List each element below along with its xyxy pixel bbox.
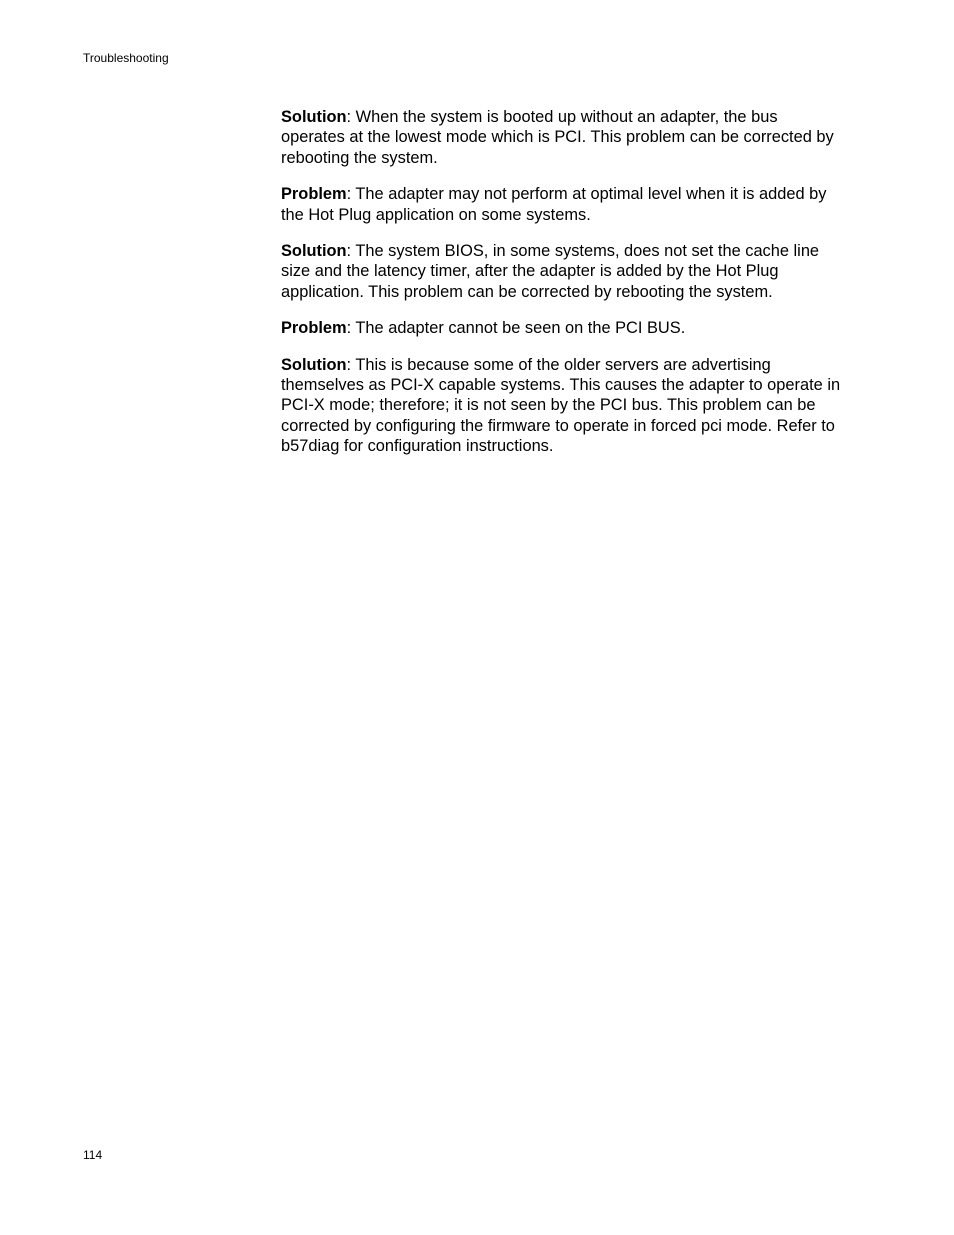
page-number: 114 [83,1148,103,1162]
paragraph-label: Solution [281,355,347,374]
paragraph-text: : The adapter may not perform at optimal level when it is added by the Hot Plug application on some systems. [281,185,827,224]
paragraph-text: : When the system is booted up without an adapter, the bus operates at the lowest mode which is PCI. This problem can be corrected by rebooting the system. [281,108,834,167]
problem-paragraph [281,318,845,338]
solution-paragraph [281,241,845,302]
paragraph-label: Solution [281,108,347,126]
paragraph-label: Solution [281,242,347,261]
solution-paragraph [281,355,845,457]
paragraph-text: : This is because some of the older servers are advertising themselves as PCI-X capable systems. This causes the adapter to operate in PCI-X mode; therefore; it is not seen by the PCI bus. This problem can be corrected by configuring the firmware to operate in forced pci mode. Refer to b57diag for configuration instructions. [281,355,841,456]
paragraph-label: Problem [281,185,347,204]
problem-paragraph [281,184,845,225]
paragraph-text: : The system BIOS, in some systems, does not set the cache line size and the latency timer, after the adapter is added by the Hot Plug application. This problem can be corrected by rebooting the system. [281,242,820,301]
running-header: Troubleshooting [83,51,169,65]
paragraph-label: Problem [281,319,347,338]
paragraph-text: : The adapter cannot be seen on the PCI BUS. [346,319,686,338]
solution-paragraph [281,107,845,168]
document-body [281,107,845,473]
